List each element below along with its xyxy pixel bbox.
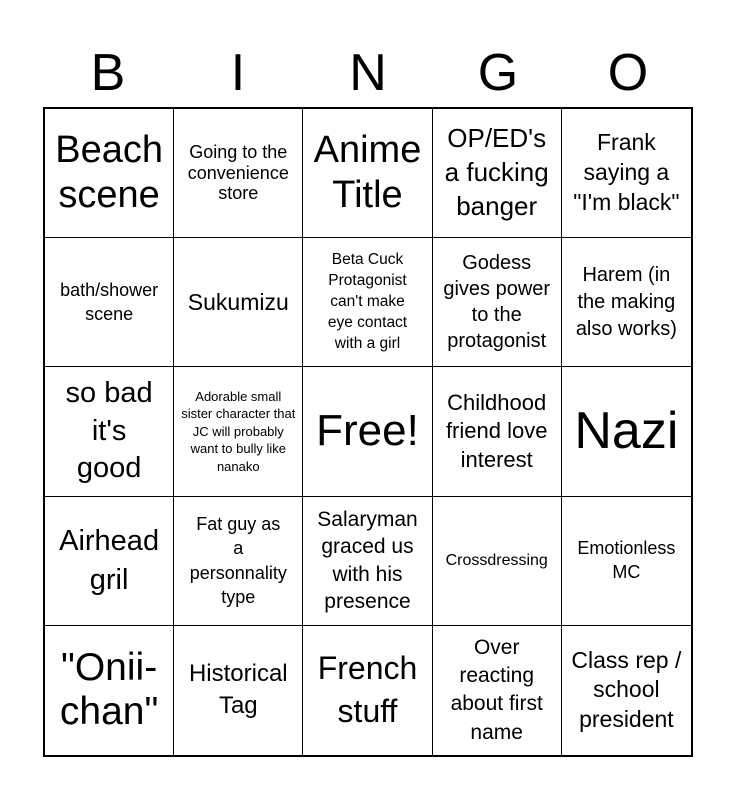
cell-label: bath/shower scene — [60, 279, 159, 325]
cell-label: Adorable small sister character that JC will probably want to bully like nanako — [181, 388, 296, 474]
cell-label: Over reacting about first name — [450, 635, 543, 744]
bingo-cell-b5[interactable] — [45, 626, 174, 755]
bingo-cell-i5[interactable] — [174, 626, 303, 755]
header-letter-g: G — [477, 44, 519, 102]
bingo-cell-n3-free-space[interactable] — [303, 367, 432, 496]
header-letter-o: O — [607, 44, 649, 102]
bingo-cell-i1[interactable] — [174, 109, 303, 238]
bingo-cell-b1[interactable] — [45, 109, 174, 238]
bingo-cell-i4[interactable] — [174, 497, 303, 626]
bingo-cell-n2[interactable] — [303, 238, 432, 367]
bingo-header — [43, 40, 693, 106]
cell-label: French stuff — [317, 650, 418, 730]
cell-label: Beach scene — [55, 128, 163, 217]
bingo-cell-b4[interactable] — [45, 497, 174, 626]
cell-label: so bad it's good — [65, 376, 153, 485]
cell-label: Historical Tag — [188, 660, 288, 720]
cell-label: Fat guy as a personnality type — [189, 514, 287, 607]
bingo-cell-g1[interactable] — [433, 109, 562, 238]
cell-label: Godess gives power to the protagonist — [443, 252, 551, 353]
bingo-cell-g2[interactable] — [433, 238, 562, 367]
bingo-cell-b3[interactable] — [45, 367, 174, 496]
bingo-cell-b2[interactable] — [45, 238, 174, 367]
header-letter-b: B — [90, 44, 126, 102]
cell-label: Anime Title — [313, 128, 422, 217]
cell-label: Beta Cuck Protagonist can't make eye contact with a girl — [327, 250, 408, 352]
cell-label: Crossdressing — [445, 551, 548, 569]
bingo-cell-g5[interactable] — [433, 626, 562, 755]
bingo-cell-o3[interactable] — [562, 367, 691, 496]
bingo-cell-o2[interactable] — [562, 238, 691, 367]
cell-label: Harem (in the making also works) — [575, 263, 677, 340]
cell-label: "Onii-chan" — [59, 645, 159, 734]
free-space-label: Free! — [316, 406, 419, 456]
bingo-cell-o1[interactable] — [562, 109, 691, 238]
cell-label: Sukumizu — [187, 289, 289, 316]
cell-label: Airhead gril — [59, 524, 160, 596]
bingo-cell-n1[interactable] — [303, 109, 432, 238]
bingo-cell-g4[interactable] — [433, 497, 562, 626]
bingo-cell-i3[interactable] — [174, 367, 303, 496]
bingo-cell-n4[interactable] — [303, 497, 432, 626]
bingo-cell-g3[interactable] — [433, 367, 562, 496]
cell-label: Frank saying a "I'm black" — [573, 129, 680, 216]
bingo-board — [43, 107, 693, 757]
cell-label: Emotionless MC — [577, 538, 676, 582]
cell-label: Childhood friend love interest — [445, 389, 548, 472]
cell-label: Going to the convenience store — [187, 142, 289, 204]
cell-label: Class rep / school president — [571, 646, 682, 733]
bingo-cell-o5[interactable] — [562, 626, 691, 755]
cell-label: Nazi — [574, 401, 679, 460]
bingo-cell-n5[interactable] — [303, 626, 432, 755]
cell-label: Salaryman graced us with his presence — [317, 508, 418, 613]
header-letter-i: I — [230, 44, 246, 102]
header-letter-n: N — [349, 44, 387, 102]
bingo-cell-o4[interactable] — [562, 497, 691, 626]
bingo-cell-i2[interactable] — [174, 238, 303, 367]
cell-label: OP/ED's a fucking banger — [444, 123, 549, 221]
